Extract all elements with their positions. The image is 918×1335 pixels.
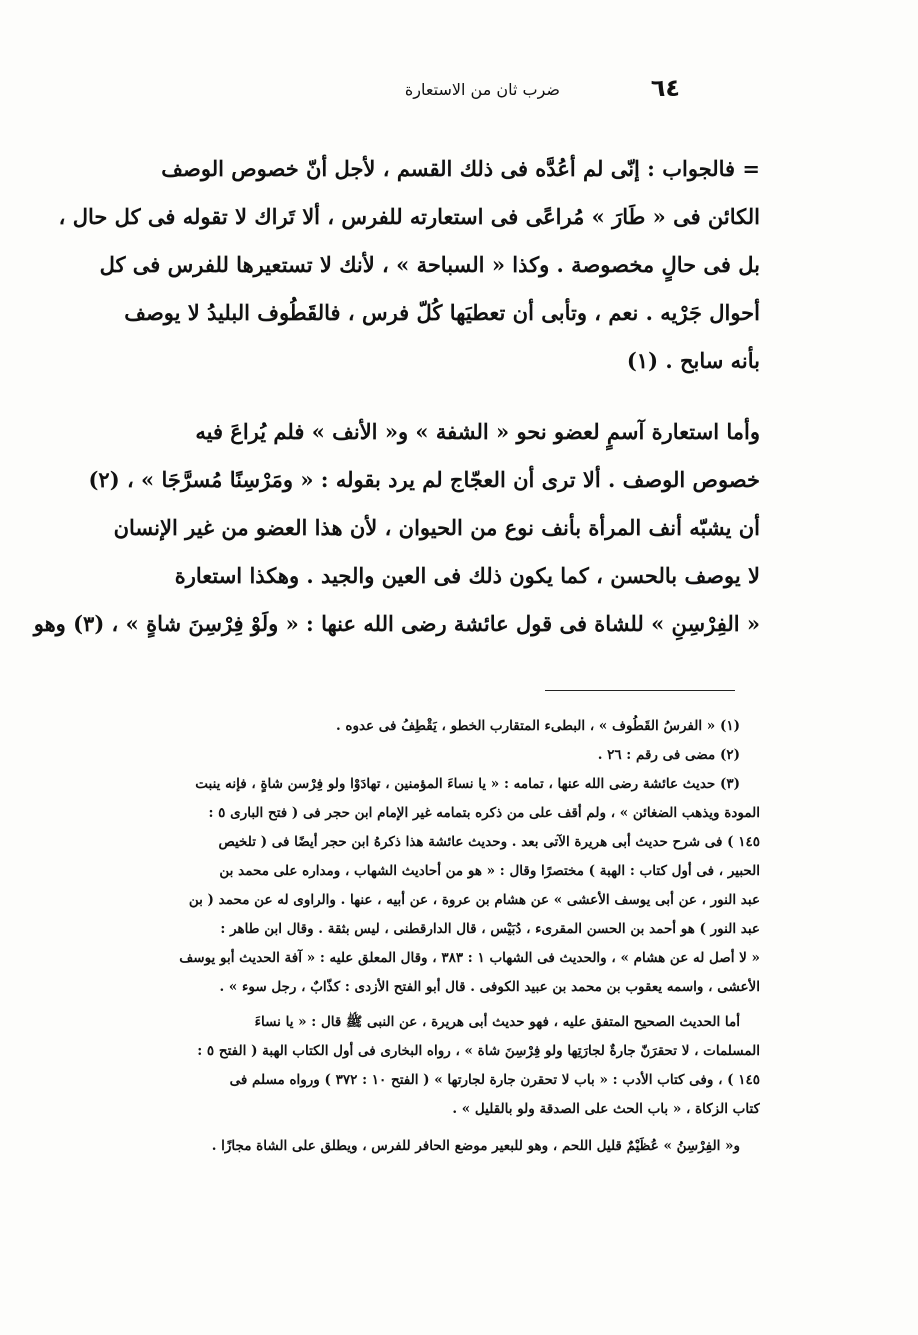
paragraph-2 — [33, 408, 760, 648]
text-line: وأما استعارة آسمٍ لعضو نحو « الشفة » و« الأنف » فلم يُراعَ فيه — [195, 419, 760, 444]
text-line: أن يشبّه أنف المرأة بأنف نوع من الحيوان ، لأن هذا العضو من غير الإنسان — [113, 515, 760, 540]
paragraph-1 — [58, 145, 760, 385]
text-line: الكائن فى « طَارَ » مُراعًى فى استعارته للفرس ، ألا تَراك لا تقوله فى كل حال ، — [58, 204, 760, 229]
footnote-1: (١) « الفرسُ القَطُوف » ، البطىء المتقارب الخطو ، يَقْطِفُ فى عدوه . — [335, 718, 740, 734]
footnote-3b-line: ١٤٥ ) ، وفى كتاب الأدب : « باب لا تحقرن جارة لجارتها » ( الفتح ١٠ : ٣٧٢ ) ورواه مسلم فى — [229, 1072, 760, 1088]
footnote-3b-line: أما الحديث الصحيح المتفق عليه ، فهو حديث أبى هريرة ، عن النبى ﷺ قال : « يا نساءَ — [254, 1014, 740, 1030]
footnote-2: (٢) مضى فى رقم : ٢٦ . — [597, 747, 740, 763]
text-line: = فالجواب : إنّى لم أعُدَّه فى ذلك القسم ، لأجل أنّ خصوص الوصف — [161, 156, 760, 181]
footnote-3-line: الأعشى ، واسمه يعقوب بن محمد بن عبيد الكوفى . قال أبو الفتح الأزدى : كذّابٌ ، رجل سوء » . — [219, 979, 760, 995]
footnotes — [100, 712, 760, 1161]
page-header — [330, 74, 680, 108]
text-line: أحوال جَرْيه . نعم ، وتأبى أن تعطيَها كُلّ فرس ، فالقَطُوف البليدُ لا يوصف — [124, 300, 760, 325]
footnote-3-line: ١٤٥ ) فى شرح حديث أبى هريرة الآتى بعد . وحديث عائشة هذا ذكرهُ ابن حجر أيضًا فى ( تلخيص — [218, 834, 760, 850]
text-line: لا يوصف بالحسن ، كما يكون ذلك فى العين والجيد . وهكذا استعارة — [174, 563, 760, 588]
text-line: بل فى حالٍ مخصوصة . وكذا « السباحة » ، لأنك لا تستعيرها للفرس فى كل — [99, 252, 760, 277]
page-number: ٦٤ — [650, 74, 680, 102]
footnote-3-line: المودة ويذهب الضغائن » ، ولم أقف على من ذكره بتمامه غير الإمام ابن حجر فى ( فتح البارى ٥ : — [208, 805, 760, 821]
footnote-3b-line: المسلمات ، لا تحقرَنّ جارةٌ لجارَتِها ولو فِرْسِنَ شاة » ، رواه البخارى فى أول الكتاب الهبة ( الفتح ٥ : — [197, 1043, 760, 1059]
text-line: « الفِرْسِنِ » للشاة فى قول عائشة رضى الله عنها : « ولَوْ فِرْسِنَ شاةٍ » ، (٣) وهو — [33, 611, 760, 636]
footnote-divider — [545, 690, 735, 691]
footnote-3-line: (٣) حديث عائشة رضى الله عنها ، تمامه : « يا نساءَ المؤمنين ، تهادَوْا ولو فِرْسن شاةٍ ، فإنه ينبت — [195, 776, 740, 792]
footnote-3-line: عبد النور ، عن أبى يوسف الأعشى » عن هشام بن عروة ، عن أبيه ، عنها . والراوى له عن محمد ( بن — [188, 892, 760, 908]
footnote-3-line: « لا أصل له عن هشام » ، والحديث فى الشهاب ١ : ٣٨٣ ، وقال المعلق عليه : « آفة الحديث أبو يوسف — [179, 950, 760, 966]
footnote-3-line: الحبير ، فى أول كتاب : الهبة ) مختصرًا وقال : « هو من أحاديث الشهاب ، ومداره على محمد بن — [219, 863, 760, 879]
text-line: بأنه سابح . (١) — [626, 348, 760, 373]
footnote-3b-line: كتاب الزكاة ، « باب الحث على الصدقة ولو بالقليل » . — [452, 1101, 760, 1117]
footnote-3-line: عبد النور ) هو أحمد بن الحسن المقرىء ، دُبَيْس ، قال الدارقطنى ، ليس بثقة . وقال ابن طاهر : — [220, 921, 760, 937]
footnote-3c: و« الفِرْسِنُ » عُظَيْمٌ قليل اللحم ، وهو للبعير موضع الحافر للفرس ، ويطلق على الشاة مجازًا . — [211, 1138, 740, 1154]
text-line: خصوص الوصف . ألا ترى أن العجّاج لم يرد بقوله : « ومَرْسِنًا مُسرَّجَا » ، (٢) — [88, 467, 760, 492]
running-title: ضرب ثان من الاستعارة — [404, 80, 560, 99]
